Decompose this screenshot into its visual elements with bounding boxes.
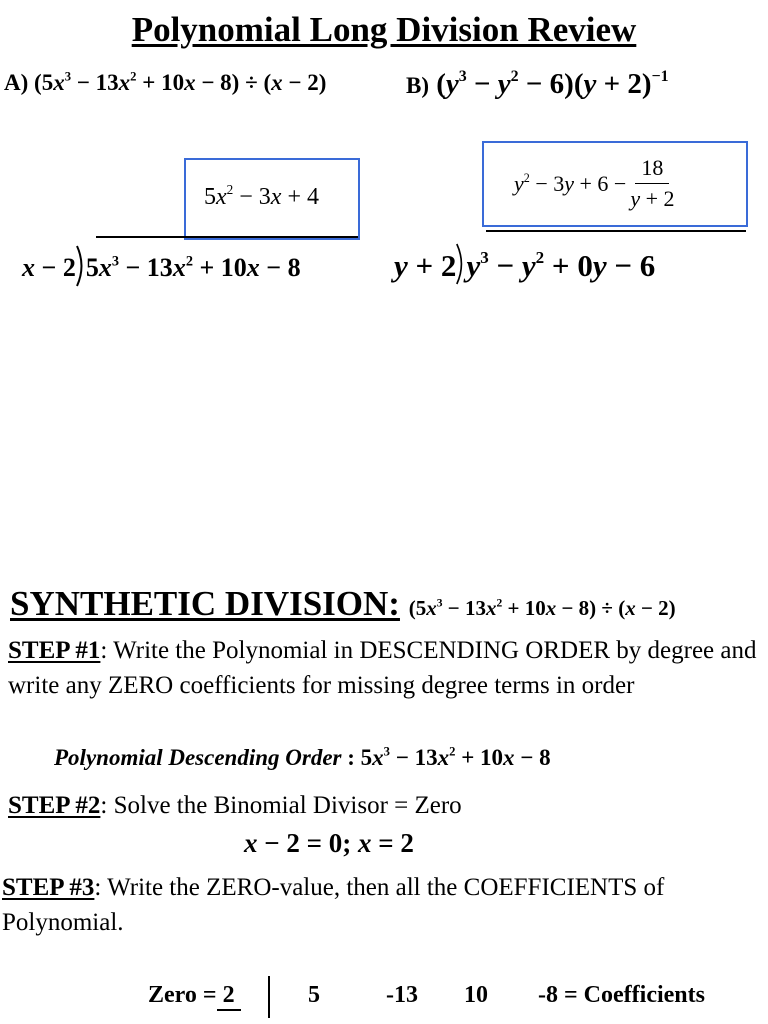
problem-b — [406, 68, 669, 101]
zero-equation: x − 2 = 0; x = 2 — [244, 828, 414, 858]
step-1-label: STEP #1 — [8, 637, 101, 664]
step-2-label: STEP #2 — [8, 792, 101, 819]
long-division-a — [22, 244, 301, 288]
coefficient-1: 5 — [308, 982, 320, 1008]
quotient-a: $5x^2 - 3x + 4$ — [204, 182, 319, 210]
problem-a-label: A) — [4, 70, 29, 95]
problem-a — [4, 70, 326, 96]
synthetic-division-bar — [268, 976, 270, 1018]
step-1-text: : Write the Polynomial in DESCENDING ORDER by degree and write any ZERO coefficients for missing degree terms in order — [8, 637, 757, 699]
divisor-a: x − 2 — [22, 253, 76, 282]
coefficient-3: 10 — [464, 982, 488, 1008]
quotient-b: $y^2 - 3y + 6$ − $\frac{18}{y + 2}$ — [514, 155, 675, 211]
problem-b-expression: $(y^3 - y^2 - 6)(y + 2)^{-1}$ — [436, 68, 669, 100]
descending-order-line: Polynomial Descending Order : $5x^3 - 13x^2 + 10x - 8$ — [54, 744, 551, 770]
synthetic-expression: $(5x^3 - 13x^2 + 10x - 8) \div (x - 2)$ — [408, 596, 676, 620]
coefficient-4: -8 = Coefficients — [538, 982, 705, 1008]
page-title: Polynomial Long Division Review — [131, 10, 637, 49]
step-1 — [8, 633, 758, 703]
synthetic-division-heading — [10, 584, 676, 624]
remainder-fraction — [630, 155, 674, 212]
division-bracket-a — [76, 244, 86, 288]
dividend-b: $y^3 - y^2 + 0y - 6$ — [466, 248, 656, 283]
synthetic-title: SYNTHETIC DIVISION: — [10, 584, 400, 623]
step-3 — [2, 870, 752, 940]
division-vinculum-a — [96, 236, 358, 238]
division-bracket-b — [456, 238, 466, 290]
dividend-a: $5x^3 - 13x^2 + 10x - 8$ — [85, 253, 301, 282]
zero-value: 2 — [217, 982, 241, 1011]
zero-label: Zero = — [148, 982, 217, 1008]
step-3-text: : Write the ZERO-value, then all the COEFFICIENTS of Polynomial. — [2, 874, 665, 936]
zero-row — [148, 982, 241, 1011]
descending-order-label: Polynomial Descending Order — [54, 745, 342, 770]
coefficients-suffix: = Coefficients — [558, 982, 705, 1008]
coefficient-2: -13 — [386, 982, 418, 1008]
step-2-text: : Solve the Binomial Divisor = Zero — [100, 792, 462, 819]
step-2 — [8, 788, 758, 823]
step-3-label: STEP #3 — [2, 874, 95, 901]
division-vinculum-b — [486, 230, 746, 232]
quotient-box-b — [482, 141, 748, 227]
problem-b-label: B) — [406, 73, 429, 98]
fraction-numerator: 18 — [635, 155, 669, 184]
fraction-denominator: y + 2 — [630, 186, 675, 211]
problem-a-expression: $(5x^3 - 13x^2 + 10x - 8) \div (x - 2)$ — [34, 69, 327, 95]
long-division-b — [394, 238, 655, 290]
quotient-box-a — [184, 158, 360, 240]
divisor-b: y + 2 — [394, 248, 457, 283]
